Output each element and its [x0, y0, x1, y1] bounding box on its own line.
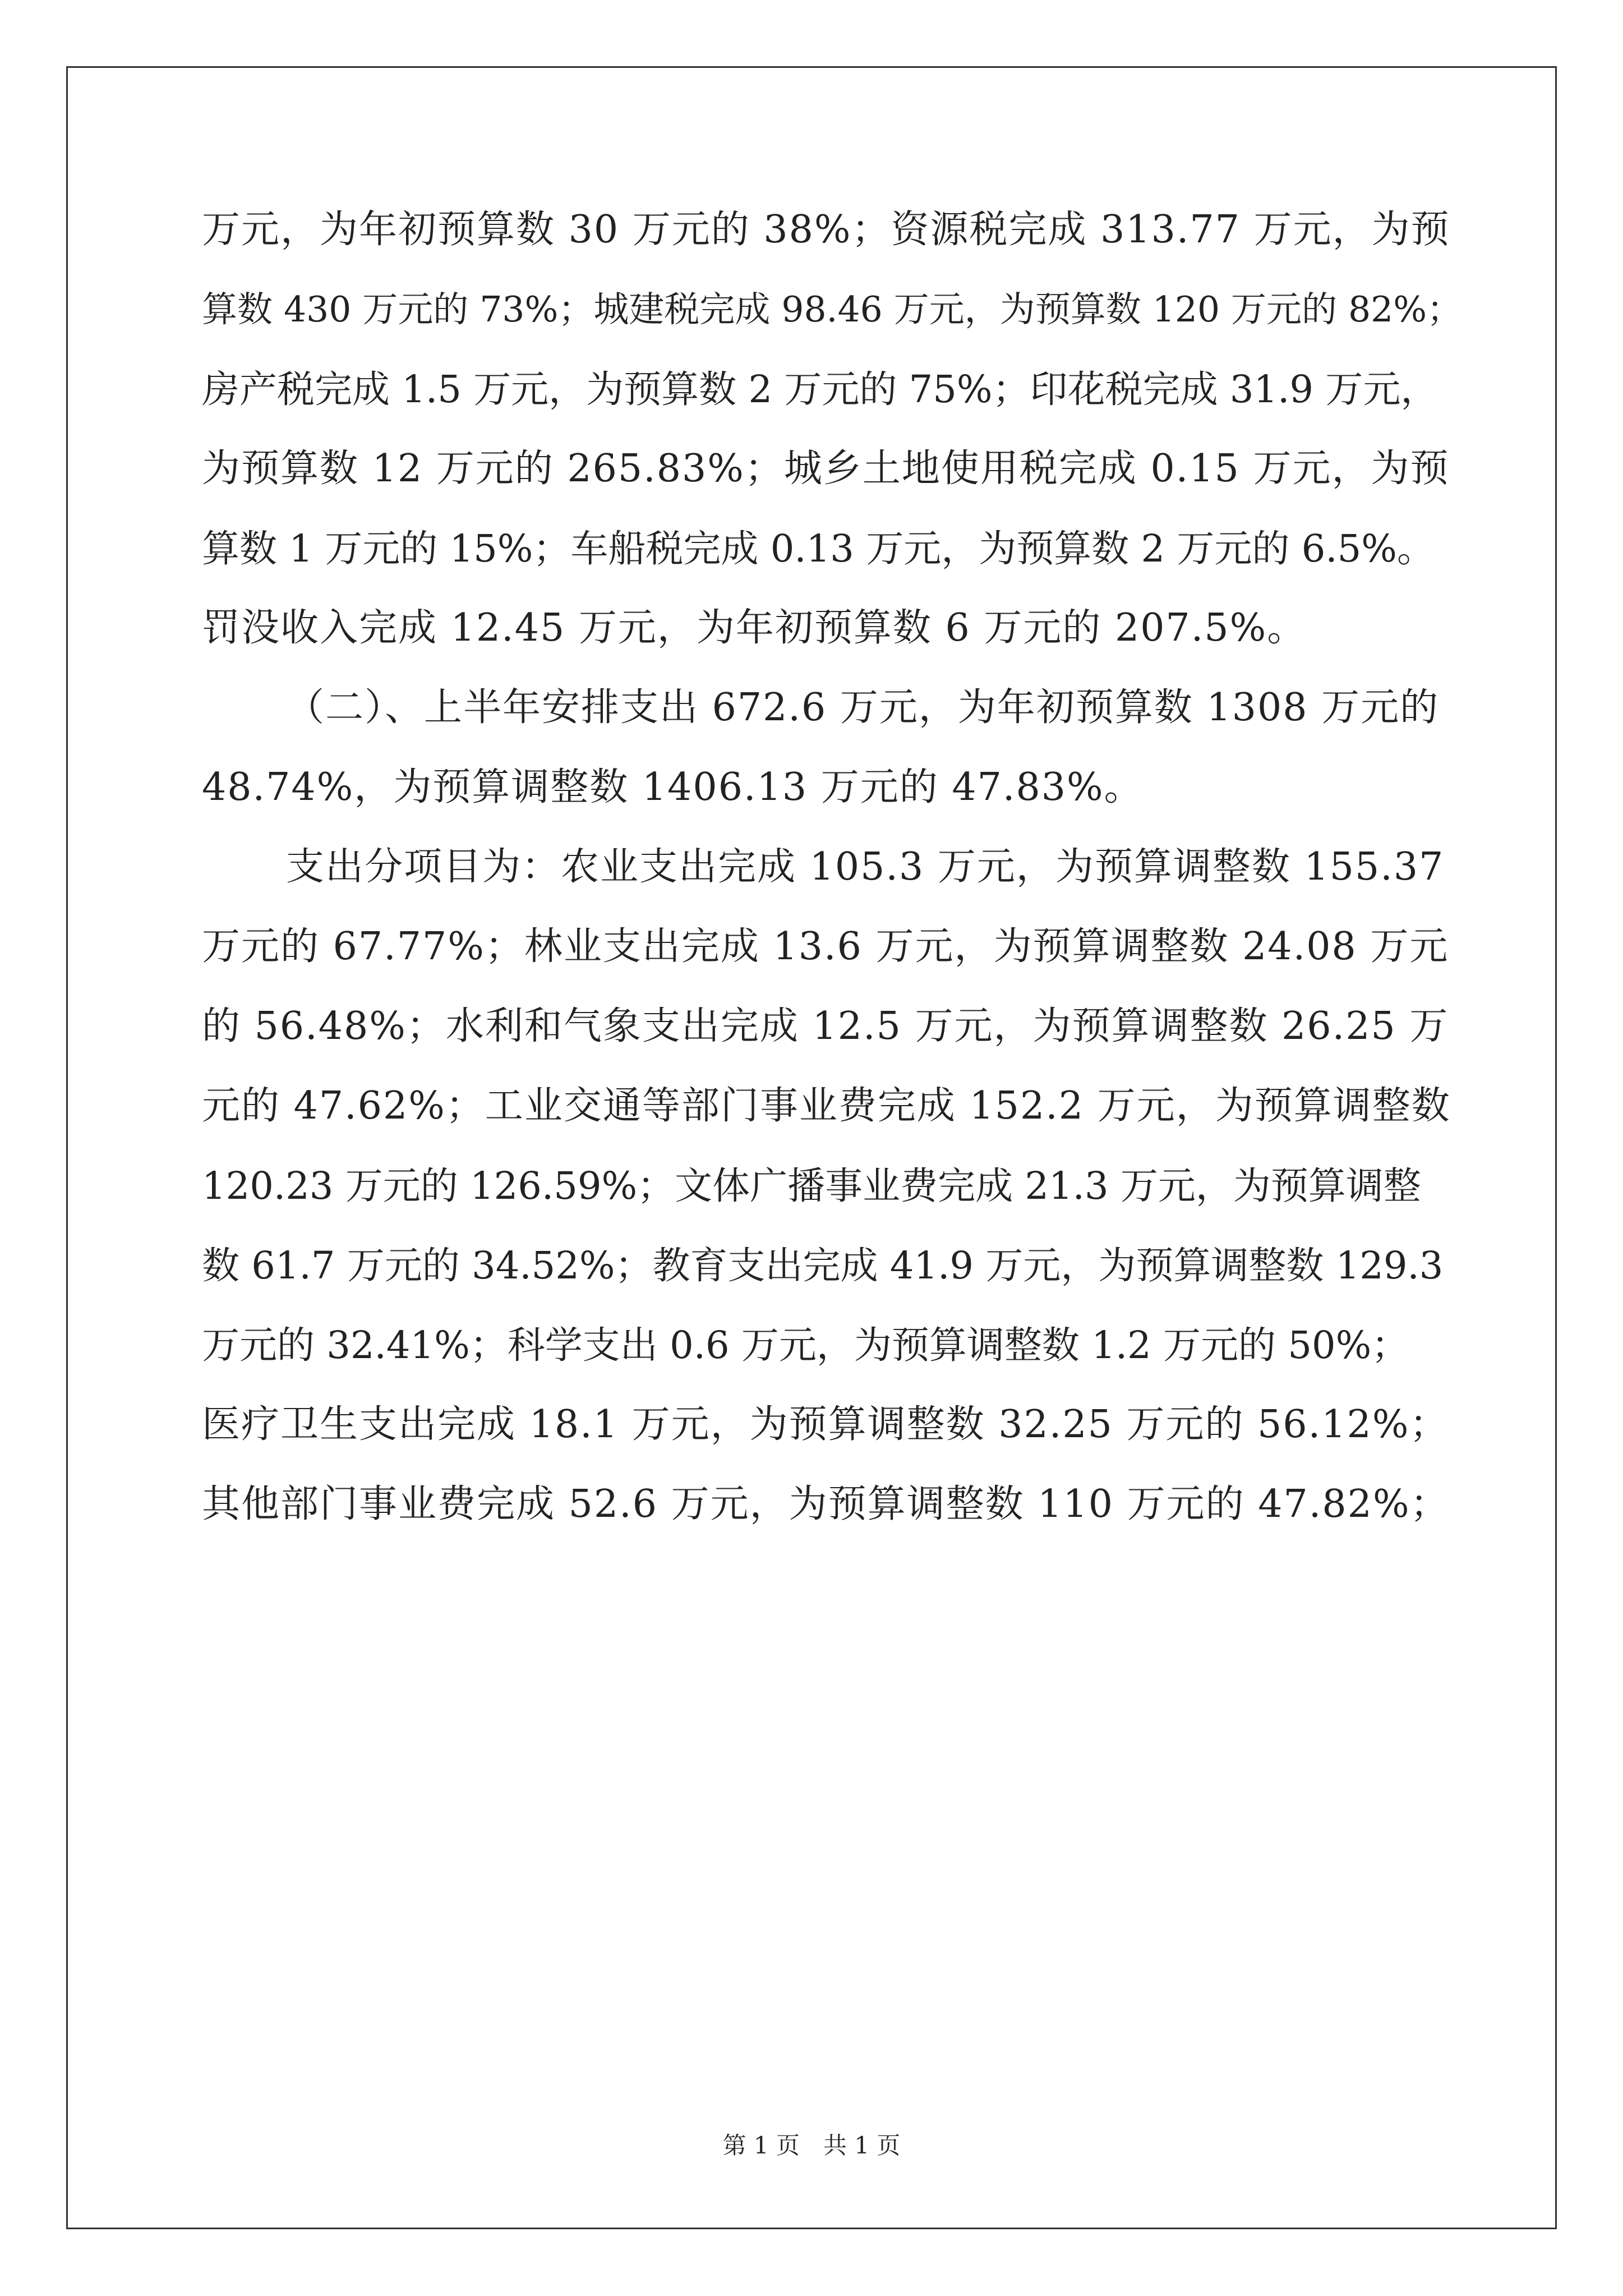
text-line-8: 48.74%，为预算调整数 1406.13 万元的 47.83%。	[202, 765, 1144, 809]
text-line-7: （二）、上半年安排支出 672.6 万元，为年初预算数 1308 万元的	[286, 685, 1440, 730]
text-line-5: 算数 1 万元的 15%；车船税完成 0.13 万元，为预算数 2 万元的 6.5%。	[202, 527, 1435, 570]
text-line-13: 120.23 万元的 126.59%；文体广播事业费完成 21.3 万元，为预算调整	[202, 1164, 1421, 1208]
text-line-12: 元的 47.62%；工业交通等部门事业费完成 152.2 万元，为预算调整数	[202, 1084, 1451, 1128]
text-line-3: 房产税完成 1.5 万元，为预算数 2 万元的 75%；印花税完成 31.9 万元，	[202, 367, 1438, 411]
text-line-9: 支出分项目为：农业支出完成 105.3 万元，为预算调整数 155.37	[286, 845, 1445, 889]
text-line-1: 万元，为年初预算数 30 万元的 38%；资源税完成 313.77 万元，为预	[202, 208, 1450, 252]
text-line-6: 罚没收入完成 12.45 万元，为年初预算数 6 万元的 207.5%。	[202, 606, 1307, 650]
text-line-4: 为预算数 12 万元的 265.83%；城乡土地使用税完成 0.15 万元，为预	[202, 447, 1450, 491]
text-line-16: 医疗卫生支出完成 18.1 万元，为预算调整数 32.25 万元的 56.12%；	[202, 1402, 1449, 1447]
text-line-2: 算数 430 万元的 73%；城建税完成 98.46 万元，为预算数 120 万元的 82%；	[202, 289, 1463, 330]
text-line-14: 数 61.7 万元的 34.52%；教育支出完成 41.9 万元，为预算调整数 129.3	[202, 1244, 1444, 1287]
page-number-footer: 第 1 页 共 1 页	[722, 2132, 901, 2159]
text-line-11: 的 56.48%；水利和气象支出完成 12.5 万元，为预算调整数 26.25 万	[202, 1004, 1449, 1048]
text-line-15: 万元的 32.41%；科学支出 0.6 万元，为预算调整数 1.2 万元的 50%；	[202, 1323, 1409, 1367]
text-line-17: 其他部门事业费完成 52.6 万元，为预算调整数 110 万元的 47.82%；	[202, 1482, 1450, 1526]
text-line-10: 万元的 67.77%；林业支出完成 13.6 万元，为预算调整数 24.08 万元	[202, 924, 1449, 969]
